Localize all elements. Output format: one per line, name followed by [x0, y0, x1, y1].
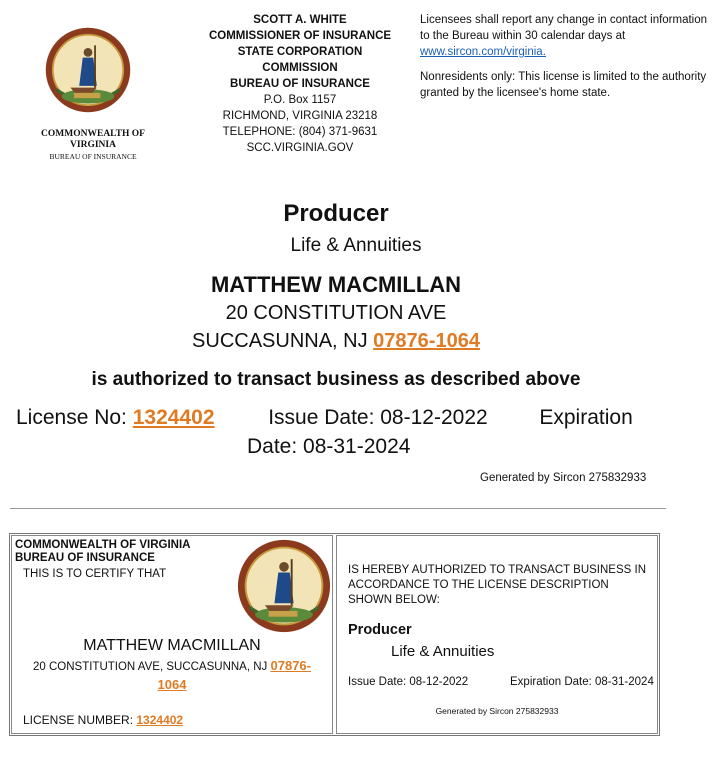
card-org-line-1: COMMONWEALTH OF VIRGINIA [15, 539, 191, 551]
license-line: Life & Annuities [290, 235, 422, 256]
card-licensee-name: MATTHEW MACMILLAN [83, 637, 261, 654]
card-expiration-date: Expiration Date: 08-31-2024 [510, 676, 654, 688]
licensee-city-line [0, 330, 672, 353]
licensee-address: 20 CONSTITUTION AVE [225, 302, 447, 324]
website: SCC.VIRGINIA.GOV [246, 142, 354, 154]
card-zip-link-part1[interactable]: 07876- [270, 658, 311, 673]
card-license-type: Producer [348, 622, 412, 638]
bureau-name: BUREAU OF INSURANCE [230, 78, 370, 90]
card-address-block [11, 657, 333, 695]
card-license-number-link[interactable]: 1324402 [136, 713, 184, 727]
org-line-1: COMMONWEALTH OF [41, 129, 145, 139]
license-number-link[interactable]: 1324402 [132, 406, 215, 429]
license-number-label: License No: [16, 406, 127, 429]
license-type: Producer [283, 200, 389, 227]
card-certify-text: THIS IS TO CERTIFY THAT [23, 568, 167, 580]
org-line-2: VIRGINIA [70, 140, 116, 150]
authorization-statement: is authorized to transact business as described above [91, 369, 581, 390]
licensee-name: MATTHEW MACMILLAN [210, 272, 462, 297]
agency-line-2: COMMISSION [262, 62, 338, 74]
card-seal-icon [236, 538, 332, 634]
contact-change-text: Licensees shall report any change in contact information to the Bureau within 30 calendar days at [420, 14, 708, 42]
generated-note: Generated by Sircon 275832933 [480, 472, 647, 484]
commissioner-name: SCOTT A. WHITE [253, 14, 347, 26]
virginia-seal-icon [44, 26, 132, 114]
card-license-label: LICENSE NUMBER: [23, 713, 134, 727]
header-organization [28, 129, 158, 162]
nonresident-note: Nonresidents only: This license is limited to the authority granted by the licensee's home state. [420, 71, 707, 99]
card-organization [15, 539, 190, 565]
telephone: TELEPHONE: (804) 371-9631 [222, 126, 378, 138]
card-authorization-text: IS HEREBY AUTHORIZED TO TRANSACT BUSINESS IN ACCORDANCE TO THE LICENSE DESCRIPTION SHOWN BELOW: [348, 564, 647, 606]
card-license-line: Life & Annuities [391, 643, 495, 660]
sircon-link[interactable]: www.sircon.com/virginia. [420, 46, 546, 58]
license-details-row [16, 406, 633, 430]
commissioner-address-block [200, 12, 400, 156]
licensee-city-state: SUCCASUNNA, NJ [192, 330, 368, 352]
card-issue-date: Issue Date: 08-12-2022 [348, 676, 469, 688]
licensee-zip-link[interactable]: 07876-1064 [373, 330, 480, 352]
city-state-zip: RICHMOND, VIRGINIA 23218 [222, 110, 378, 122]
expiration-date: Date: 08-31-2024 [247, 435, 411, 458]
header-notes [420, 12, 710, 110]
section-divider [10, 508, 666, 509]
org-line-3: BUREAU OF INSURANCE [49, 152, 137, 161]
expiration-label: Expiration [539, 406, 633, 429]
card-address: 20 CONSTITUTION AVE, SUCCASUNNA, NJ [33, 661, 268, 673]
card-zip-link-part2[interactable]: 1064 [157, 677, 187, 692]
po-box: P.O. Box 1157 [263, 94, 337, 106]
card-org-line-2: BUREAU OF INSURANCE [15, 552, 155, 564]
commissioner-title: COMMISSIONER OF INSURANCE [208, 30, 392, 42]
card-generated-note: Generated by Sircon 275832933 [435, 706, 559, 716]
agency-line-1: STATE CORPORATION [237, 46, 363, 58]
issue-date: Issue Date: 08-12-2022 [268, 406, 488, 429]
card-license-number [23, 713, 183, 727]
contact-change-note [420, 12, 710, 60]
